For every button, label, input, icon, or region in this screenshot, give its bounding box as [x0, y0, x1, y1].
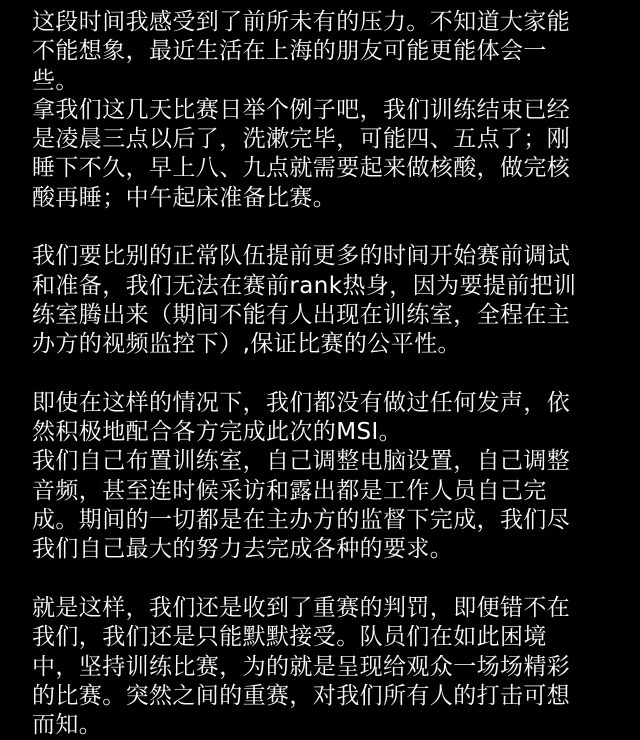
- text-line: 睡下不久，早上八、九点就需要起来做核酸，做完核: [32, 155, 571, 182]
- paragraph-spacer: [32, 213, 616, 242]
- text-line: 我们自己最大的努力去完成各种的要求。: [32, 536, 454, 563]
- text-line: 不能想象，最近生活在上海的朋友可能更能体会一: [32, 38, 547, 65]
- text-line: 拿我们这几天比赛日举个例子吧，我们训练结束已经: [32, 96, 571, 123]
- text-line: 即使在这样的情况下，我们都没有做过任何发声，依: [32, 389, 571, 416]
- paragraph-5: [32, 447, 616, 564]
- paragraph-4: [32, 389, 616, 448]
- paragraph-1: [32, 8, 616, 96]
- statement-text: [32, 8, 616, 740]
- text-line: 酸再睡；中午起床准备比赛。: [32, 184, 337, 211]
- text-line: 办方的视频监控下）,保证比赛的公平性。: [32, 331, 461, 358]
- text-line: 些。: [32, 67, 79, 94]
- paragraph-spacer: [32, 360, 616, 389]
- paragraph-6: [32, 594, 616, 740]
- text-line: 成。期间的一切都是在主办方的监督下完成，我们尽: [32, 507, 571, 534]
- paragraph-spacer: [32, 565, 616, 594]
- text-line: 中，坚持训练比赛，为的就是呈现给观众一场场精彩: [32, 653, 571, 680]
- text-line: 这段时间我感受到了前所未有的压力。不知道大家能: [32, 9, 571, 35]
- text-line: 而知。: [32, 712, 103, 739]
- text-line: 是凌晨三点以后了，洗漱完毕，可能四、五点了；刚: [32, 126, 571, 153]
- text-line: 就是这样，我们还是收到了重赛的判罚，即便错不在: [32, 594, 571, 621]
- text-line: 音频，甚至连时候采访和露出都是工作人员自己完: [32, 477, 547, 504]
- paragraph-3: [32, 242, 616, 359]
- text-line: 然积极地配合各方完成此次的MSI。: [32, 419, 403, 446]
- text-line: 的比赛。突然之间的重赛，对我们所有人的打击可想: [32, 682, 571, 709]
- text-line: 我们自己布置训练室，自己调整电脑设置，自己调整: [32, 448, 571, 475]
- text-line: 练室腾出来（期间不能有人出现在训练室，全程在主: [32, 301, 571, 328]
- text-line: 我们，我们还是只能默默接受。队员们在如此困境: [32, 624, 547, 651]
- text-line: 我们要比别的正常队伍提前更多的时间开始赛前调试: [32, 243, 571, 270]
- text-line: 和准备，我们无法在赛前rank热身，因为要提前把训: [32, 272, 577, 299]
- paragraph-2: [32, 96, 616, 213]
